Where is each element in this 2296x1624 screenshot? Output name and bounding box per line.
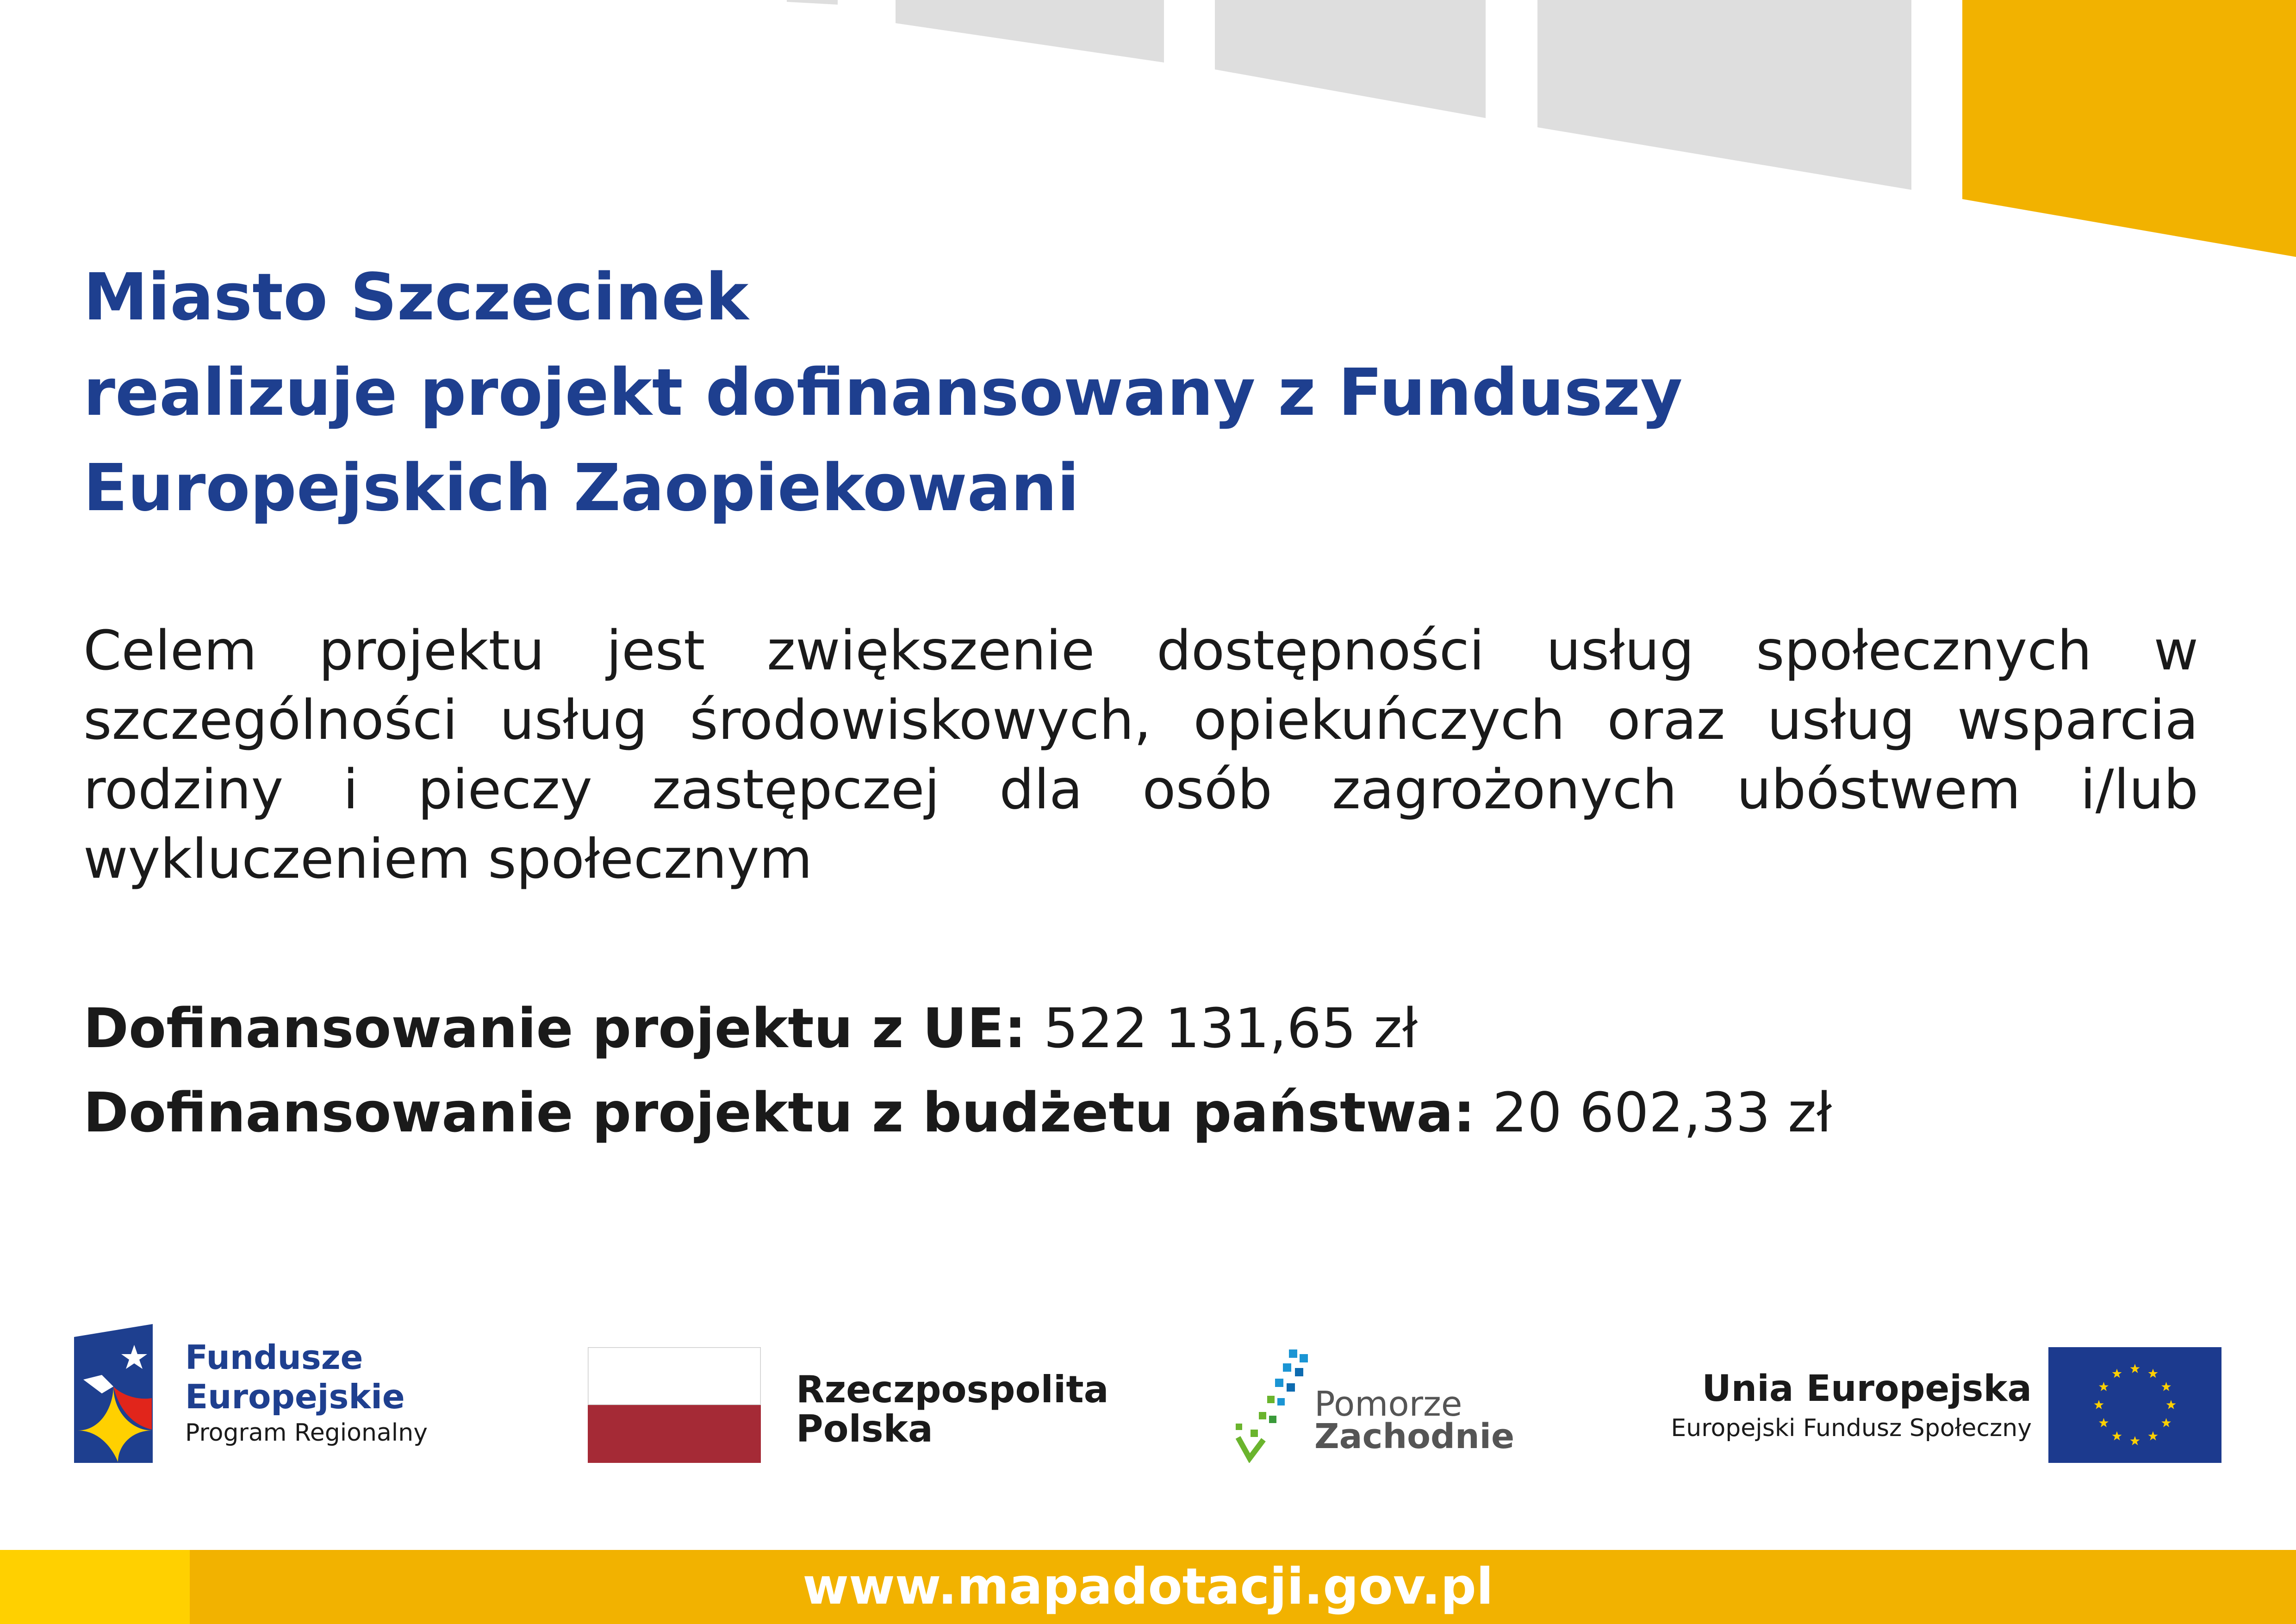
rp-line-1: Rzeczpospolita [796, 1368, 1109, 1411]
fundusze-europejskie-icon [74, 1324, 153, 1463]
logo-fundusze-europejskie [74, 1324, 463, 1472]
heading-line-3: Europejskich Zaopiekowani [83, 450, 1079, 526]
project-description: Celem projektu jest zwiększenie dostępności usług społecznych w szczególności usług środowiskowych, opiekuńczych oraz usług wsparcia rodziny i pieczy zastępczej dla osób zagrożonych ubóstwem i/lub wykluczeniem społecznym [83, 618, 2198, 891]
funding-eu-label: Dofinansowanie projektu z UE: [83, 996, 1027, 1060]
funding-state-value: 20 602,33 zł [1492, 1081, 1832, 1144]
footer-bar [0, 1550, 2296, 1624]
heading-line-2: realizuje projekt dofinansowany z Funduszy [83, 355, 1683, 431]
ue-line-2: Europejski Fundusz Społeczny [1671, 1414, 2032, 1442]
funding-state-label: Dofinansowanie projektu z budżetu państwa: [83, 1081, 1475, 1144]
pomorze-zachodnie-icon [1231, 1347, 1324, 1463]
eu-flag-icon [2048, 1347, 2221, 1463]
rp-line-2: Polska [796, 1407, 933, 1450]
fe-line-3: Program Regionalny [185, 1419, 428, 1447]
logo-pomorze-zachodnie [1231, 1347, 1555, 1463]
funding-state-row [83, 1070, 2073, 1155]
funding-eu-row [83, 986, 2073, 1070]
footer-url-link[interactable]: www.mapadotacji.gov.pl [803, 1558, 1493, 1616]
project-heading [83, 250, 1888, 536]
decorative-top-shapes [0, 0, 2296, 259]
polish-flag-icon [588, 1347, 761, 1463]
ue-line-1: Unia Europejska [1702, 1368, 2032, 1410]
logo-rzeczpospolita-polska [588, 1347, 1120, 1463]
fe-line-2: Europejskie [185, 1377, 405, 1416]
pz-line-2: Zachodnie [1314, 1417, 1515, 1456]
heading-line-1: Miasto Szczecinek [83, 260, 749, 335]
pz-line-1: Pomorze [1314, 1384, 1462, 1424]
fe-line-1: Fundusze [185, 1338, 363, 1377]
logo-strip [0, 1315, 2296, 1472]
funding-info [83, 986, 2073, 1155]
funding-eu-value: 522 131,65 zł [1043, 996, 1418, 1060]
logo-unia-europejska [1638, 1347, 2221, 1463]
